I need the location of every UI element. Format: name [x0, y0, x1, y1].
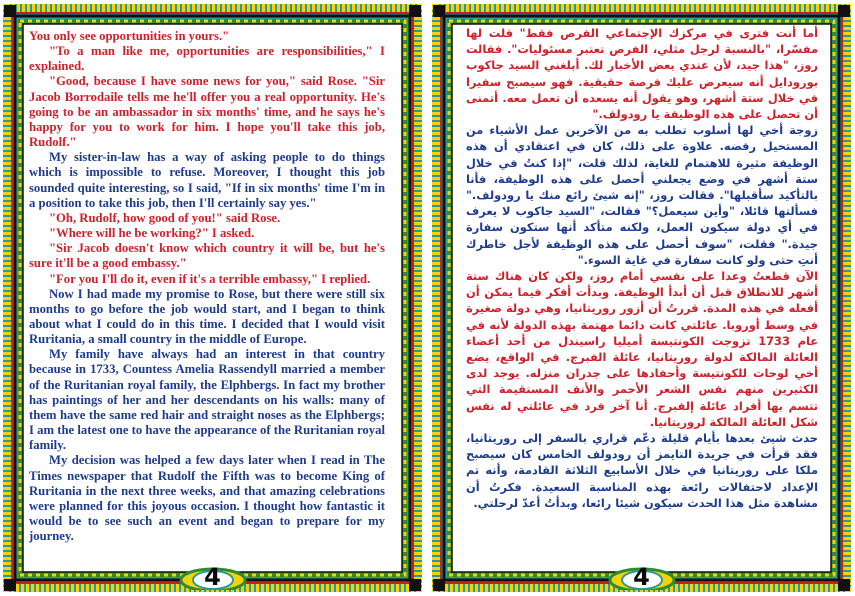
english-text-body	[29, 29, 385, 559]
paragraph: "Sir Jacob doesn't know which country it will be, but he's sure it'll be a good embassy."	[29, 241, 385, 271]
paragraph: "Where will he be working?" I asked.	[49, 226, 255, 241]
arabic-page	[431, 3, 852, 593]
paragraph: "Oh, Rudolf, how good of you!" said Rose.	[49, 210, 281, 225]
page-number: 4	[204, 563, 221, 591]
paragraph: You only see opportunities in yours."	[29, 29, 230, 43]
paragraph: "Good, because I have some news for you," said Rose. "Sir Jacob Borrodaile tells me he'll offer you a real opportunity. He's going to be an ambassador in six months' time, and he says he's happy for you to work for him. I hope you'll take this job, Rudolf."	[29, 74, 385, 150]
page-number-badge	[179, 563, 247, 591]
paragraph: "For you I'll do it, even if it's a terrible embassy," I replied.	[49, 271, 371, 286]
paragraph: Now I had made my promise to Rose, but there were still six months to go before the job would start, and I began to think about what I could do in this time. I decided that I would visit Ruritania, a small country in the middle of Europe.	[29, 286, 385, 347]
page-number-badge	[608, 563, 676, 591]
paragraph: أما أنت فترى في مركزك الإجتماعي الفرص فقط" قلت لها مفسّرا، "بالنسبة لرجل مثلي، الفرص تعتبر مسئوليات". فقالت روز، "هذا جيد، لأن عندي بعض الأخبار لك. أبلغني السيد جاكوب بورودايل أنه سيعرض عليك فرصة حقيقية. فهو سيصبح سفيرا في خلال ستة أشهر، وهو يقول أنه يسعده أن تعمل معه. أتمنى أن تحصل على هذه الوظيفة يا رودولف."	[466, 26, 818, 122]
english-page	[2, 3, 423, 593]
paragraph: حدث شيئ بعدها بأيام قليلة دعّم قراري بالسفر إلى روريتانيا، فقد قرأت في جريدة التايمز أن رودولف الخامس كان سيصبح ملكا على روريتانيا في خلال الأسابيع الثلاثة القادمة، وأنه تم الإعداد لاحتفالات رائعة بهذه المناسبة السعيدة. فكرتُ أن مشاهدة مثل هذا الحدث سيكون شيئا رائعا، وبدأتُ أعدّ لرحلتي.	[466, 431, 818, 510]
arabic-text-body	[466, 25, 818, 570]
paragraph: My decision was helped a few days later when I read in The Times newspaper that Rudolf the Fifth was to become King of Ruritania in the next three weeks, and that amazing celebrations were planned for this joyous occasion. I thought how fantastic it would be to see such an event and began to prepare for my journey.	[29, 453, 385, 544]
paragraph: "To a man like me, opportunities are responsibilities," I explained.	[29, 44, 385, 74]
paragraph: My family have always had an interest in that country because in 1733, Countess Amelia Rassendyll married a member of the Ruritanian royal family, the Elphbergs. In fact my brother has paintings of her and her descendants on his walls: many of them have the same red hair and straight noses as the Elphbergs; I am the latest one to have the appearance of the Ruritanian royal family.	[29, 347, 385, 453]
paragraph: My sister-in-law has a way of asking people to do things which is impossible to refuse. Moreover, I thought this job sounded quite interesting, so I said, "If in six months' time I'm in a position to take this job, then I'll certainly say yes."	[29, 150, 385, 210]
page-number: 4	[633, 563, 650, 591]
paragraph: زوجة أخي لها أسلوب تطلب به من الآخرين عمل الأشياء من المستحيل رفضه. علاوة على ذلك، كان في اعتقادي أن هذه الوظيفة مثيرة للاهتمام للغاية، لذلك قلت، "إذا كنتُ في خلال ستة أشهر في وضع يجعلني أحصل على هذه الوظيفة، فأنا بالتأكيد سأقبلها". فقالت روز، "إنه شيئ رائع منك يا رودولف." فسألتها قائلا، "وأين سيعمل؟" فقالت، "السيد جاكوب لا يعرف في أي دولة سيكون العمل، ولكنه متأكد أنها ستكون سفارة جيدة." فقلت، "سوف أحصل على هذه الوظيفة لأجل خاطرك أنتِ حتى ولو كانت سفارة في غاية السوء."	[466, 123, 818, 267]
paragraph: الآن قطعتُ وعدا على نفسي أمام روز، ولكن كان هناك ستة أشهر للانطلاق قبل أن أبدأ الوظيفة. وبدأت أفكر فيما يمكن أن أفعله في هذه المدة. قررتُ أن أزور روريتانيا، وهي دولة صغيرة في وسط أوروبا. عائلتي كانت دائما مهتمة بهذه الدولة لأنه في عام 1733 تزوجت الكونتيسة أميليا راسيندل من أحد أعضاء العائلة المالكة لدولة روريتانيا، عائلة الفبرج. في الواقع، يضع أخي لوحات للكونتيسة وأحفادها على جدران منزله. يوجد لدى الكثيرين منهم نفس الشعر الأحمر والأنف المستقيمة التي تتسم بها أفراد عائلة إلفبرج. أنا آخر فرد في عائلتي له نفس شكل العائلة المالكة لروريتانيا.	[466, 269, 818, 429]
